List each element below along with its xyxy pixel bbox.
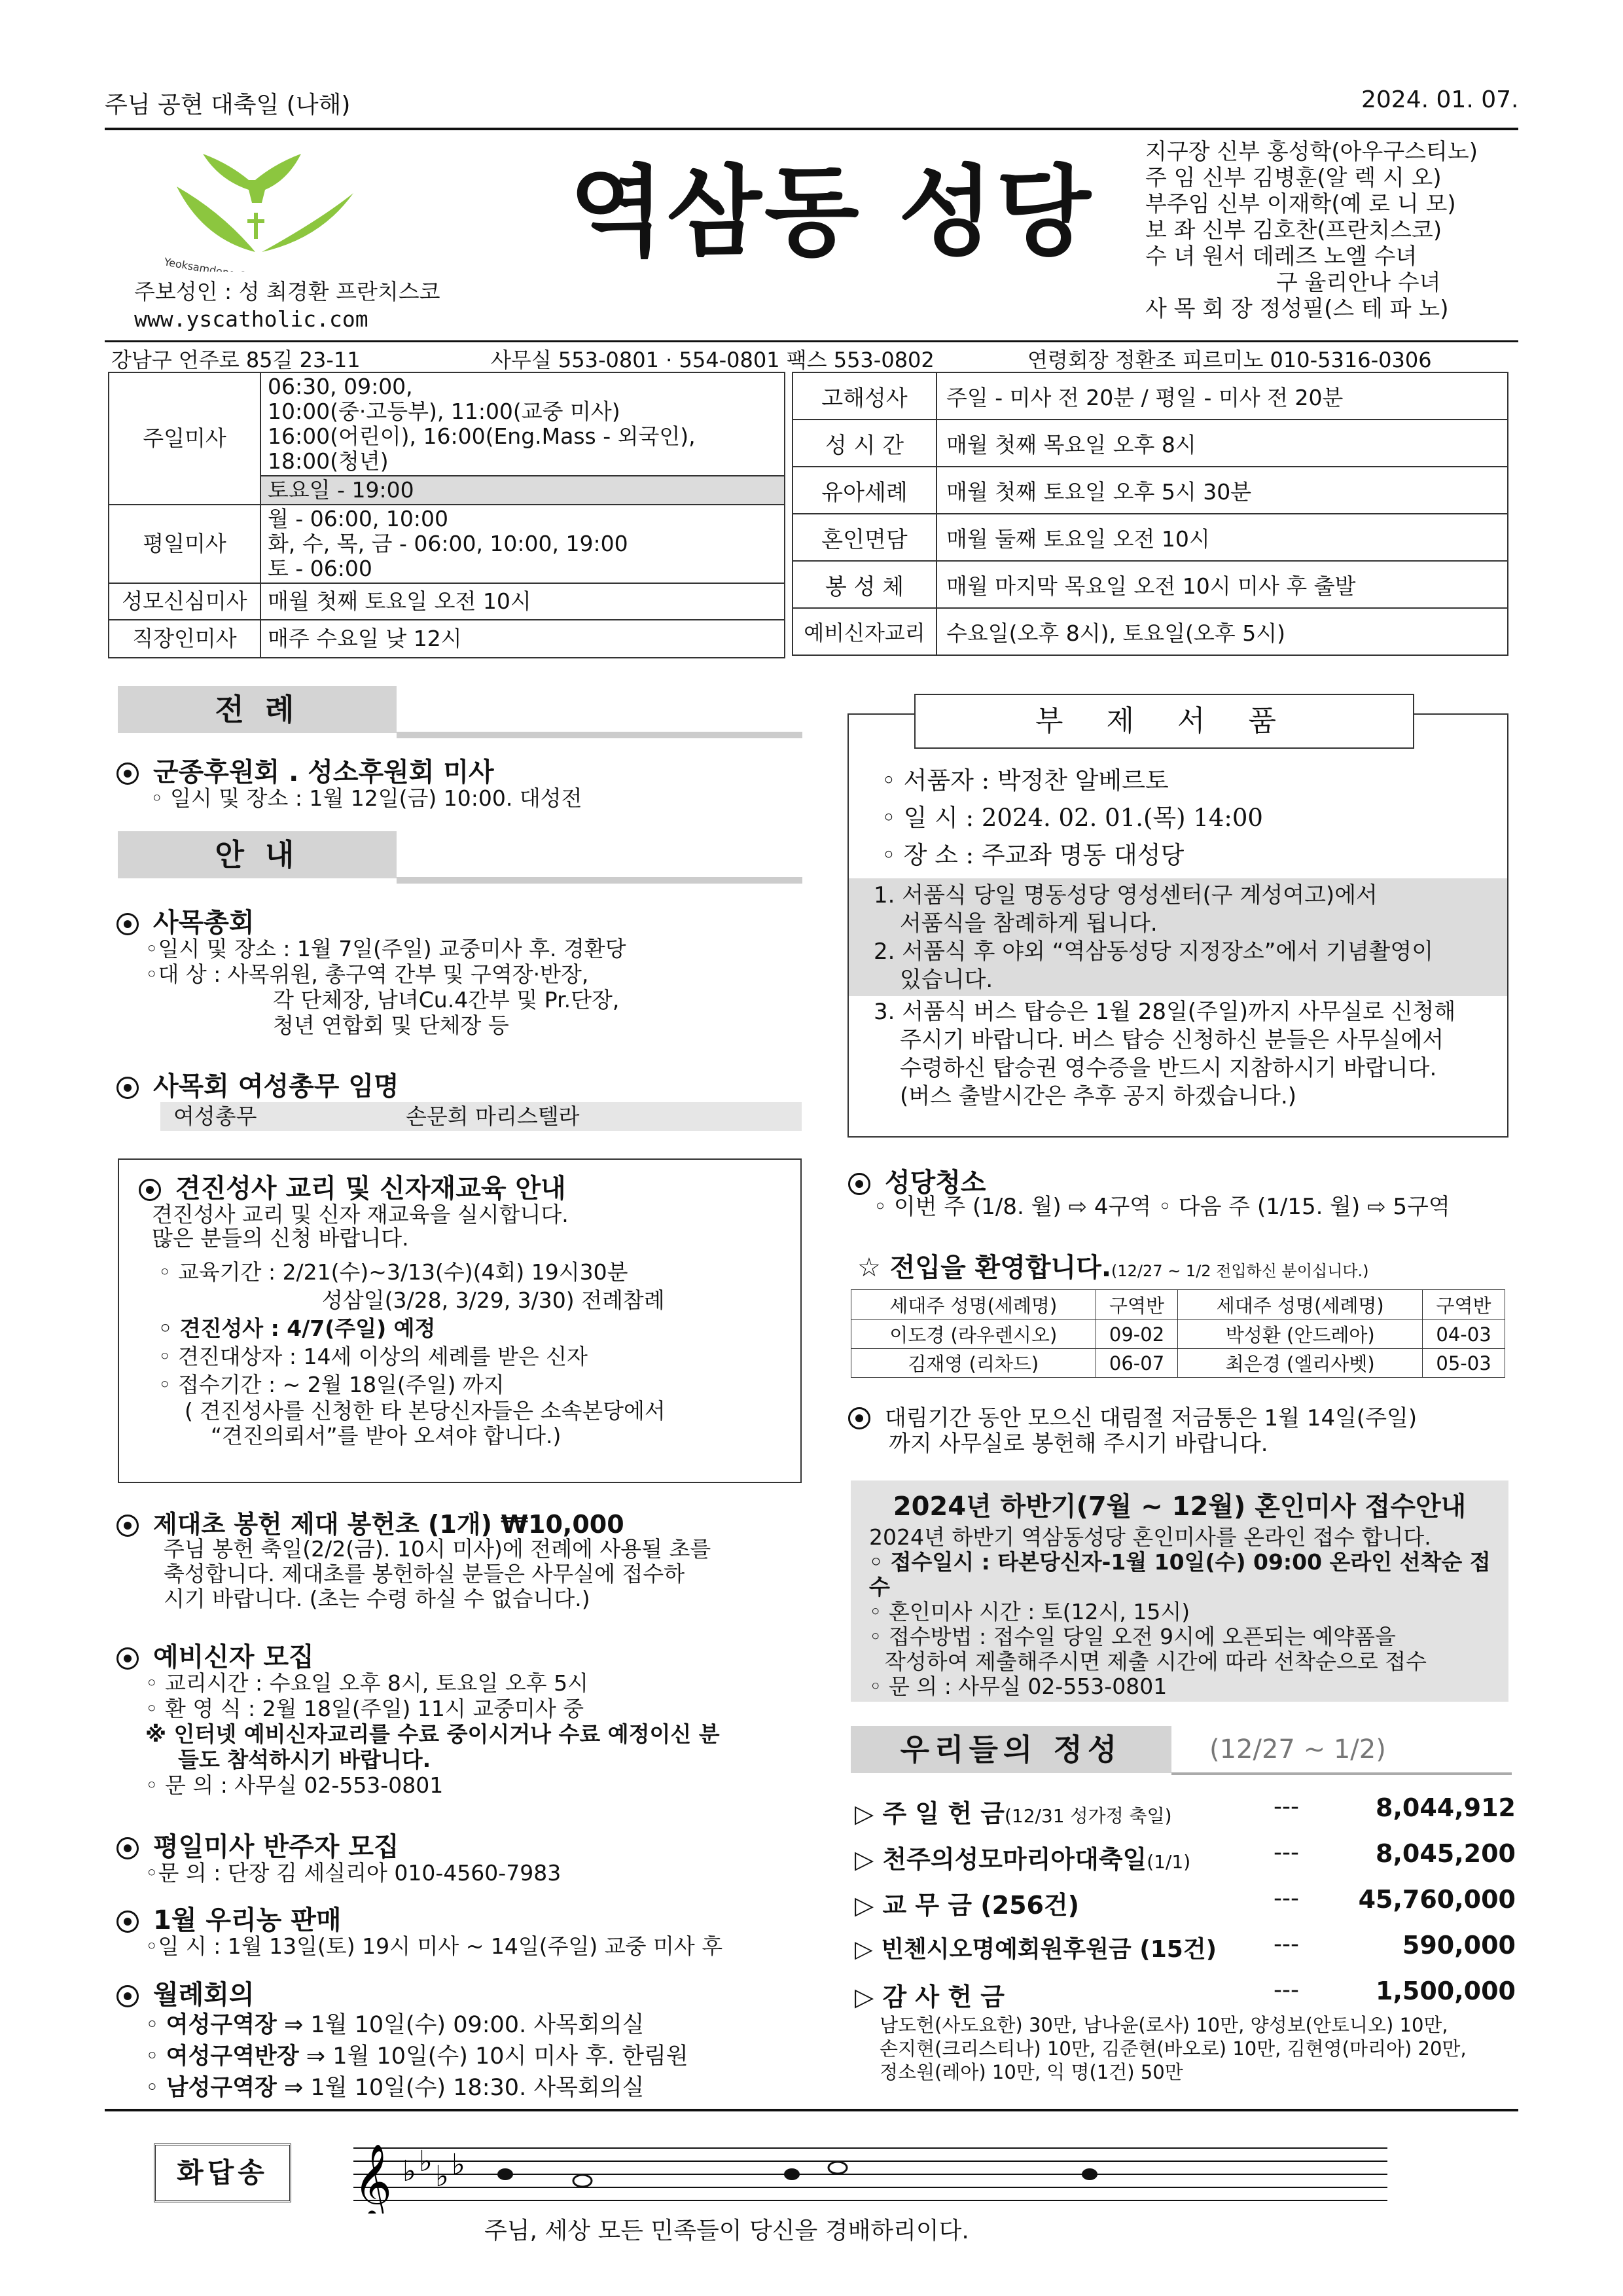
assembly-title [116,902,255,939]
svg-text:♭: ♭ [452,2148,465,2181]
offering-row [855,1977,1516,2013]
sacrament-value: 매월 첫째 토요일 오후 5시 30분 [936,467,1508,514]
appointment-name: 손문희 마리스텔라 [406,1103,580,1129]
offering-amount: 1,500,000 [1376,1977,1516,2005]
mary-mass-value: 매월 첫째 토요일 오전 10시 [260,583,785,620]
deacon-item: ◦ 서품자 : 박정찬 알베르토 [882,766,1169,795]
liturgy-section-header: 전 례 [118,686,397,733]
advent-notice [848,1406,1417,1457]
issue-date: 2024. 01. 07. [1361,86,1519,113]
weekday-mass-label: 평일미사 [109,505,260,583]
confirmation-item: ( 견진성사를 신청한 타 본당신자들은 소속본당에서 [185,1398,666,1424]
section-divider [397,732,802,738]
sacrament-label: 봉 성 체 [793,561,936,608]
sunday-line: 10:00(중·고등부), 11:00(교중 미사) [268,399,620,424]
offering-row [855,1885,1516,1931]
clergy-line: 사 목 회 장 정성필(스 테 파 노) [1145,296,1449,322]
meeting-title [116,1974,255,2011]
appointment-role: 여성총무 [173,1103,257,1129]
offering-amount: 590,000 [1402,1931,1516,1960]
confirmation-title-text: 견진성사 교리 및 신자재교육 안내 [175,1174,566,1204]
confirmation-title [139,1168,566,1205]
weekday-line: 토 - 06:00 [268,556,372,581]
clergy-line: 수 녀 원서 데레즈 노엘 수녀 [1145,243,1418,270]
sunday-line: 16:00(어린이), 16:00(Eng.Mass - 외국인), 18:00(청년) [268,423,696,474]
sacrament-value: 매월 마지막 목요일 오전 10시 미사 후 출발 [936,561,1508,608]
treble-clef-icon: 𝄞 [353,2143,393,2214]
appointment-row [160,1102,802,1131]
sacrament-value: 수요일(오후 8시), 토요일(오후 5시) [936,608,1508,655]
deacon-note: 있습니다. [900,967,993,993]
workers-mass-label: 직장인미사 [109,620,260,658]
candle-line: 축성합니다. 제대초를 봉헌하실 분들은 사무실에 접수하 [164,1561,685,1587]
deacon-note: 3. 서품식 버스 탑승은 1월 28일(주일)까지 사무실로 신청해 [874,999,1456,1025]
offering-note: (12/31 성가정 축일) [1004,1805,1172,1827]
offering-dash: --- [1274,1839,1299,1866]
deacon-ordination-box [847,704,1508,1138]
weekday-mass-times [260,505,785,583]
bullet-icon [116,1837,139,1859]
wedding-line: 2024년 하반기 역삼동성당 혼인미사를 온라인 접수 합니다. [869,1524,1431,1550]
meeting-detail: ⇒ 1월 10일(수) 10시 미사 후. 한림원 [298,2043,688,2070]
welcome-cell: 김재영 (리차드) [851,1349,1096,1378]
bullet-icon [116,913,139,935]
welcome-cell: 05-03 [1423,1349,1505,1378]
clergy-line: 주 임 신부 김병훈(알 렉 시 오) [1145,165,1442,191]
welcome-header: 세대주 성명(세례명) [1178,1290,1423,1320]
offering-amount: 45,760,000 [1358,1885,1516,1914]
meeting-title-text: 월례회의 [153,1980,255,2010]
catechumen-details [145,1670,720,1798]
meeting-detail: ⇒ 1월 10일(수) 18:30. 사목회의실 [276,2075,645,2101]
weekday-line: 화, 수, 목, 금 - 06:00, 10:00, 19:00 [268,531,628,556]
bullet-icon [116,1515,139,1537]
deacon-ordination-title: 부 제 서 품 [914,694,1414,749]
offering-row [855,1793,1516,1839]
address: 강남구 언주로 85길 23-11 [111,348,361,372]
deacon-note: 2. 서품식 후 야외 “역삼동성당 지정장소”에서 기념촬영이 [874,939,1434,965]
bullet-icon [116,1910,139,1933]
response-text: 주님, 세상 모든 민족들이 당신을 경배하리이다. [484,2217,969,2244]
music-staff [340,2135,1387,2214]
confirmation-item: “견진의뢰서”를 받아 오셔야 합니다.) [211,1423,562,1448]
header-rule [105,128,1518,130]
mary-mass-label: 성모신심미사 [109,583,260,620]
clergy-line: 지구장 신부 홍성학(아우구스티노) [1145,139,1478,165]
sacrament-label: 고해성사 [793,372,936,420]
thanks-donors [855,2013,1516,2084]
deacon-notes [874,882,1455,1111]
confirmation-items [158,1258,666,1448]
confirmation-item: ◦ 접수기간 : ~ 2월 18일(주일) 까지 [158,1372,505,1397]
svg-text:♭: ♭ [435,2160,449,2193]
cleaning-title-text: 성당청소 [885,1168,986,1198]
catechumen-title-text: 예비신자 모집 [153,1642,314,1672]
confirmation-item: ◦ 견진성사 : 4/7(주일) 예정 [158,1316,436,1341]
meeting-group: 남성구역장 [166,2075,277,2101]
notice-section-header: 안 내 [118,831,397,878]
sacrament-label: 성 시 간 [793,420,936,467]
saturday-mass: 토요일 - 19:00 [260,476,785,505]
church-logo [157,141,386,272]
clergy-line: 부주임 신부 이재학(예 로 니 모) [1145,191,1456,217]
offering-list [855,1793,1516,2084]
meeting-item: ◦ 여성구역장 ⇒ 1월 10일(수) 09:00. 사목회의실 [145,2012,645,2038]
assembly-line: 각 단체장, 남녀Cu.4간부 및 Pr.단장, [273,987,620,1013]
sunday-line: 06:30, 09:00, [268,374,413,399]
welcome-cell: 09-02 [1096,1320,1178,1349]
offering-period: (12/27 ~ 1/2) [1209,1734,1386,1765]
catechumen-line: ◦ 교리시간 : 수요일 오후 8시, 토요일 오후 5시 [145,1670,589,1696]
response-label: 화답송 [154,2144,291,2202]
candle-line: 주님 봉헌 축일(2/2(금). 10시 미사)에 전례에 사용될 초를 [164,1536,711,1562]
offering-dash: --- [1274,1793,1299,1820]
offering-name: ▷ 감 사 헌 금 [855,1982,1005,2011]
candle-line: 시기 바랍니다. (초는 수령 하실 수 없습니다.) [164,1586,590,1611]
bullet-icon [848,1407,870,1429]
svg-text:♭: ♭ [402,2155,416,2188]
clergy-line: 보 좌 신부 김호찬(프란치스코) [1145,217,1442,243]
meeting-detail: ⇒ 1월 10일(수) 09:00. 사목회의실 [276,2012,645,2038]
deacon-note: (버스 출발시간은 추후 공지 하겠습니다.) [900,1083,1297,1109]
liturgy-item-title-text: 군종후원회 . 성소후원회 미사 [153,757,494,787]
cleaning-schedule: ◦ 이번 주 (1/8. 월) ⇨ 4구역 ◦ 다음 주 (1/15. 월) ⇨ 5구역 [874,1194,1450,1220]
bullet-icon [848,1173,870,1195]
candle-text [164,1537,711,1611]
sacrament-label: 혼인면담 [793,514,936,561]
section-divider [397,877,802,884]
organist-title-text: 평일미사 반주자 모집 [153,1832,399,1862]
section-divider [1171,1772,1512,1775]
sacrament-schedule [792,372,1508,656]
deacon-note: 수령하신 탑승권 영수증을 반드시 지참하시기 바랍니다. [900,1055,1437,1081]
offering-note: (1/1) [1147,1851,1191,1873]
sacrament-label: 예비신자교리 [793,608,936,655]
deacon-note: 주시기 바랍니다. 버스 탑승 신청하신 분들은 사무실에서 [900,1027,1444,1053]
advent-text: 까지 사무실로 봉헌해 주시기 바랍니다. [889,1431,1268,1457]
appointment-title [116,1066,399,1103]
meeting-group: 여성구역반장 [166,2043,299,2070]
meeting-group: 여성구역장 [166,2012,277,2038]
welcome-cell: 04-03 [1423,1320,1505,1349]
sunday-mass-times [260,372,785,476]
farm-title [116,1899,342,1937]
farm-title-text: 1월 우리농 판매 [153,1905,342,1935]
welcome-title-text: ☆ 전입을 환영합니다. [857,1253,1112,1283]
advent-text: 대림기간 동안 모으신 대림절 저금통은 1월 14일(주일) [885,1405,1418,1431]
wedding-line: 작성하여 제출해주시면 제출 시간에 따라 선착순으로 접수 [885,1649,1427,1674]
workers-mass-value: 매주 수요일 낮 12시 [260,620,785,658]
welcome-title [857,1247,1368,1284]
offering-row [855,1839,1516,1885]
catechumen-note: ※ 인터넷 예비신자교리를 수료 중이시거나 수료 예정이신 분 [145,1721,720,1747]
confirmation-intro-line: 견진성사 교리 및 신자 재교육을 실시합니다. [152,1202,569,1227]
advent-line [848,1406,1417,1431]
bullet-icon [116,1985,139,2007]
candle-title-text: 제대초 봉헌 제대 봉헌초 (1개) ₩10,000 [153,1510,624,1539]
candle-title [116,1504,624,1540]
thanks-line: 정소원(레아) 10만, 익 명(1건) 50만 [880,2061,1183,2083]
deacon-item: ◦ 일 시 : 2024. 02. 01.(목) 14:00 [882,804,1263,832]
sacrament-value: 매월 첫째 목요일 오후 8시 [936,420,1508,467]
offering-row [855,1931,1516,1977]
sacrament-value: 매월 둘째 토요일 오전 10시 [936,514,1508,561]
bullet-icon [116,1647,139,1670]
office-phone: 사무실 553-0801 · 554-0801 팩스 553-0802 [491,348,935,372]
meeting-list [145,2009,688,2104]
welcome-table [851,1289,1505,1378]
assembly-details [145,936,626,1038]
catechumen-line: ◦ 환 영 식 : 2월 18일(주일) 11시 교중미사 중 [145,1696,584,1721]
farm-detail: ◦일 시 : 1월 13일(토) 19시 미사 ~ 14일(주일) 교중 미사 후 [145,1933,723,1959]
welcome-cell: 최은경 (엘리사벳) [1178,1349,1423,1378]
confirmation-box [118,1158,802,1483]
wedding-line: ◦ 문 의 : 사무실 02-553-0801 [869,1674,1168,1699]
offering-name: ▷ 천주의성모마리아대축일 [855,1845,1147,1874]
confirmation-item: ◦ 교육기간 : 2/21(수)~3/13(수)(4회) 19시30분 [158,1259,628,1285]
svg-text:♭: ♭ [419,2145,433,2178]
welcome-header: 구역반 [1096,1290,1178,1320]
clergy-line: 구 율리안나 수녀 [1276,270,1441,296]
wedding-details [869,1525,1508,1699]
address-rule-top [105,340,1518,342]
patron-saint: 주보성인 : 성 최경환 프란치스코 [134,279,440,304]
offering-name: ▷ 빈첸시오명예회원후원금 (15건) [855,1936,1217,1963]
wedding-box [851,1480,1508,1702]
confirmation-item: ◦ 견진대상자 : 14세 이상의 세례를 받은 신자 [158,1344,588,1369]
welcome-cell: 06-07 [1096,1349,1178,1378]
bullet-icon [139,1179,161,1201]
welcome-cell: 이도경 (라우렌시오) [851,1320,1096,1349]
welcome-cell: 박성환 (안드레아) [1178,1320,1423,1349]
offering-name: ▷ 교 무 금 (256건) [855,1891,1080,1920]
catechumen-note: 들도 참석하시기 바랍니다. [178,1747,431,1772]
feast-title: 주님 공현 대축일 (나해) [105,92,351,118]
confirmation-intro-line: 많은 분들의 신청 바랍니다. [152,1225,409,1251]
welcome-header: 구역반 [1423,1290,1505,1320]
wedding-line: ◦ 접수일시 : 타본당신자-1월 10일(수) 09:00 온라인 선착순 접수 [869,1549,1491,1600]
bullet-icon [116,762,139,785]
bullet-icon [116,1077,139,1099]
assembly-line: 청년 연합회 및 단체장 등 [273,1013,509,1038]
sacrament-label: 유아세례 [793,467,936,514]
offering-dash: --- [1274,1977,1299,2003]
organist-contact: ◦문 의 : 단장 김 세실리아 010-4560-7983 [145,1860,562,1886]
wedding-title: 2024년 하반기(7월 ~ 12월) 혼인미사 접수안내 [893,1492,1467,1522]
confirmation-item: 성삼일(3/28, 3/29, 3/30) 전례참례 [322,1287,665,1313]
organist-title [116,1826,399,1863]
catechumen-title [116,1636,314,1674]
offering-amount: 8,045,200 [1376,1839,1516,1868]
offering-dash: --- [1274,1931,1299,1958]
welcome-header: 세대주 성명(세례명) [851,1290,1096,1320]
deacon-note: 1. 서품식 당일 명동성당 영성센터(구 계성여고)에서 [874,882,1378,908]
weekday-line: 월 - 06:00, 10:00 [268,506,448,531]
sacrament-value: 주일 - 미사 전 20분 / 평일 - 미사 전 20분 [936,372,1508,420]
deacon-note: 서품식을 참례하게 됩니다. [900,910,1158,937]
assembly-title-text: 사목총회 [153,908,255,938]
mass-schedule [108,372,785,658]
catechumen-contact: ◦ 문 의 : 사무실 02-553-0801 [145,1772,444,1798]
liturgy-item-detail: ◦ 일시 및 장소 : 1월 12일(금) 10:00. 대성전 [151,785,582,811]
union-head: 연령회장 정환조 피르미노 010-5316-0306 [1027,348,1432,372]
thanks-line: 남도헌(사도요한) 30만, 남나윤(로사) 10만, 양성보(안토니오) 10만, [880,2014,1448,2036]
footer-rule [105,2109,1518,2111]
parish-name: 역삼동 성당 [569,156,1094,270]
liturgy-item-title [116,751,494,789]
deacon-item: ◦ 장 소 : 주교좌 명동 대성당 [882,841,1185,869]
clergy-list [1145,139,1478,322]
meeting-item: ◦ 여성구역반장 ⇒ 1월 10일(수) 10시 미사 후. 한림원 [145,2043,688,2070]
confirmation-intro [152,1203,569,1250]
meeting-item: ◦ 남성구역장 ⇒ 1월 10일(수) 18:30. 사목회의실 [145,2075,645,2101]
offering-amount: 8,044,912 [1376,1793,1516,1822]
wedding-line: ◦ 접수방법 : 접수일 당일 오전 9시에 오픈되는 예약폼을 [869,1624,1396,1649]
offering-section-header: 우리들의 정성 [851,1726,1171,1773]
deacon-details [882,762,1263,874]
offering-dash: --- [1274,1885,1299,1912]
appointment-title-text: 사목회 여성총무 임명 [153,1071,399,1102]
sunday-mass-label: 주일미사 [109,372,260,505]
logo-text [162,255,321,272]
welcome-subtitle: (12/27 ~ 1/2 전입하신 분이십니다.) [1111,1262,1369,1280]
website: www.yscatholic.com [134,306,368,332]
assembly-line: ◦대 상 : 사목위원, 총구역 간부 및 구역장·반장, [145,961,589,987]
assembly-line: ◦일시 및 장소 : 1월 7일(주일) 교중미사 후. 경환당 [145,936,626,961]
offering-name: ▷ 주 일 헌 금 [855,1799,1005,1828]
thanks-line: 손지현(크리스티나) 10만, 김준현(바오로) 10만, 김현영(마리아) 20만, [880,2037,1467,2060]
wedding-line: ◦ 혼인미사 시간 : 토(12시, 15시) [869,1599,1190,1624]
